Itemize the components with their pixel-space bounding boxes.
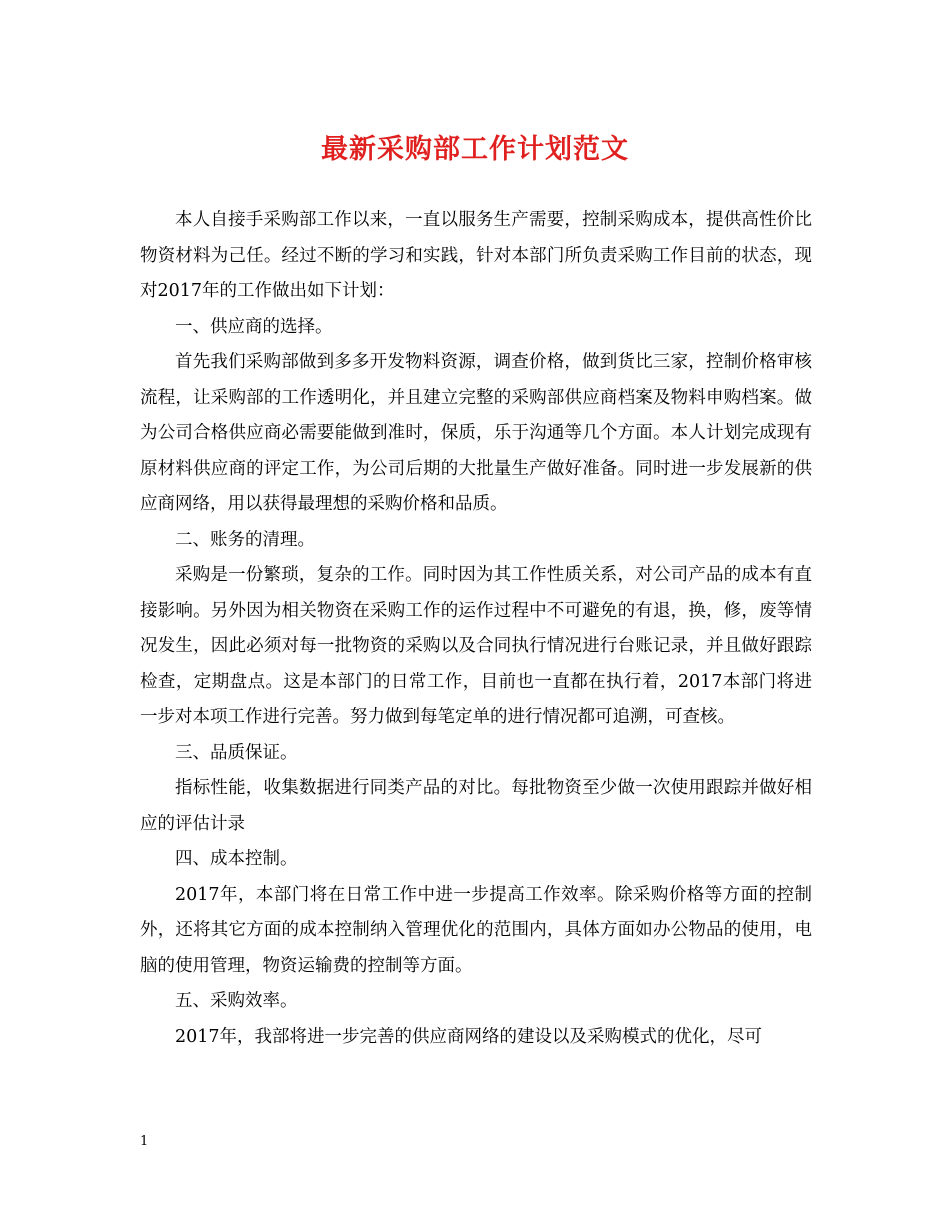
document-body [140, 203, 812, 1055]
section-heading-2: 二、账务的清理。 [175, 529, 315, 550]
section-heading-3: 三、品质保证。 [175, 742, 298, 763]
document-title: 最新采购部工作计划范文 [321, 134, 629, 165]
section-heading-1: 一、供应商的选择。 [175, 316, 333, 337]
paragraph-efficiency: 2017年，我部将进一步完善的供应商网络的建设以及采购模式的优化，尽可 [175, 1026, 763, 1047]
paragraph-intro: 本人自接手采购部工作以来，一直以服务生产需要，控制采购成本，提供高性价比物资材料为己任。经过不断的学习和实践，针对本部门所负责采购工作目前的状态，现对2017年的工作做出如下计划： [140, 210, 812, 301]
section-heading-5: 五、采购效率。 [175, 991, 298, 1011]
page-number: 1 [140, 1134, 149, 1149]
paragraph-suppliers: 首先我们采购部做到多多开发物料资源，调查价格，做到货比三家，控制价格审核流程，让采购部的工作透明化，并且建立完整的采购部供应商档案及物料申购档案。做为公司合格供应商必需要能做到准时，保质，乐于沟通等几个方面。本人计划完成现有原材料供应商的评定工作，为公司后期的大批量生产做好准备。同时进一步发展新的供应商网络，用以获得最理想的采购价格和品质。 [140, 352, 812, 514]
paragraph-quality: 指标性能，收集数据进行同类产品的对比。每批物资至少做一次使用跟踪并做好相应的评估计录 [140, 778, 812, 834]
section-heading-4: 四、成本控制。 [175, 849, 298, 869]
paragraph-accounts: 采购是一份繁琐，复杂的工作。同时因为其工作性质关系，对公司产品的成本有直接影响。另外因为相关物资在采购工作的运作过程中不可避免的有退，换，修，废等情况发生，因此必须对每一批物资的采购以及合同执行情况进行台账记录，并且做好跟踪检查，定期盘点。这是本部门的日常工作，目前也一直都在执行着，2017本部门将进一步对本项工作进行完善。努力做到每笔定单的进行情况都可追溯，可查核。 [140, 565, 812, 727]
paragraph-cost: 2017年，本部门将在日常工作中进一步提高工作效率。除采购价格等方面的控制外，还将其它方面的成本控制纳入管理优化的范围内，具体方面如办公物品的使用，电脑的使用管理，物资运输费的控制等方面。 [140, 884, 812, 976]
